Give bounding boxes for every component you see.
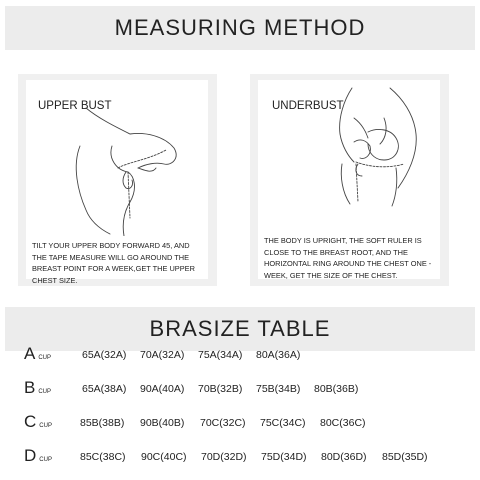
underbust-title: UNDERBUST (272, 100, 344, 112)
upper-bust-panel (18, 74, 217, 286)
size-cell: 70B(32B) (198, 383, 243, 395)
underbust-illustration (298, 84, 428, 224)
size-cell: 75D(34D) (261, 451, 307, 463)
size-cell: 80B(36B) (314, 383, 359, 395)
cup-letter: A (24, 344, 36, 363)
measuring-method-title: MEASURING METHOD (114, 15, 366, 40)
upper-bust-title: UPPER BUST (38, 100, 112, 112)
size-cell: 75B(34B) (256, 383, 301, 395)
cup-label (24, 446, 52, 466)
size-cell: 70D(32D) (201, 451, 247, 463)
cup-label (24, 378, 51, 398)
underbust-panel (250, 74, 449, 286)
size-cell: 75A(34A) (198, 349, 243, 361)
size-cell: 65A(38A) (82, 383, 127, 395)
size-cell: 90B(40B) (140, 417, 185, 429)
cup-word: CUP (39, 457, 52, 463)
brasize-table-title: BRASIZE TABLE (149, 316, 331, 341)
upper-bust-illustration (68, 106, 188, 236)
size-cell: 65A(32A) (82, 349, 127, 361)
cup-word: CUP (39, 423, 52, 429)
measuring-method-banner (5, 6, 475, 50)
cup-letter: B (24, 378, 36, 397)
size-cell: 90A(40A) (140, 383, 185, 395)
size-cell: 85D(35D) (382, 451, 428, 463)
cup-row-d (0, 446, 480, 480)
cup-row-a (0, 344, 480, 378)
cup-label (24, 412, 52, 432)
size-cell: 75C(34C) (260, 417, 306, 429)
size-cell: 70C(32C) (200, 417, 246, 429)
cup-letter: D (24, 446, 37, 465)
underbust-card (258, 80, 440, 279)
size-cell: 90C(40C) (141, 451, 187, 463)
size-cell: 70A(32A) (140, 349, 185, 361)
cup-label (24, 344, 51, 364)
size-cell: 80D(36D) (321, 451, 367, 463)
upper-bust-shoulder (86, 108, 130, 134)
size-cell: 80A(36A) (256, 349, 301, 361)
upper-bust-card (26, 80, 208, 285)
cup-word: CUP (38, 389, 52, 395)
size-cell: 85C(38C) (80, 451, 126, 463)
cup-word: CUP (38, 355, 52, 361)
underbust-description: THE BODY IS UPRIGHT, THE SOFT RULER IS CLOSE TO THE BREAST ROOT, AND THE HORIZONTAL RING AROUND THE CHEST ONE - WEEK, GET THE SIZE OF THE CHEST. (264, 236, 432, 280)
size-cell: 80C(36C) (320, 417, 366, 429)
cup-row-c (0, 412, 480, 446)
size-cell: 85B(38B) (80, 417, 125, 429)
upper-bust-description: TILT YOUR UPPER BODY FORWARD 45, AND THE TAPE MEASURE WILL GO AROUND THE BREAST POINT FOR A WEEK,GET THE UPPER CHEST SIZE. (32, 241, 195, 285)
cup-letter: C (24, 412, 37, 431)
cup-row-b (0, 378, 480, 412)
